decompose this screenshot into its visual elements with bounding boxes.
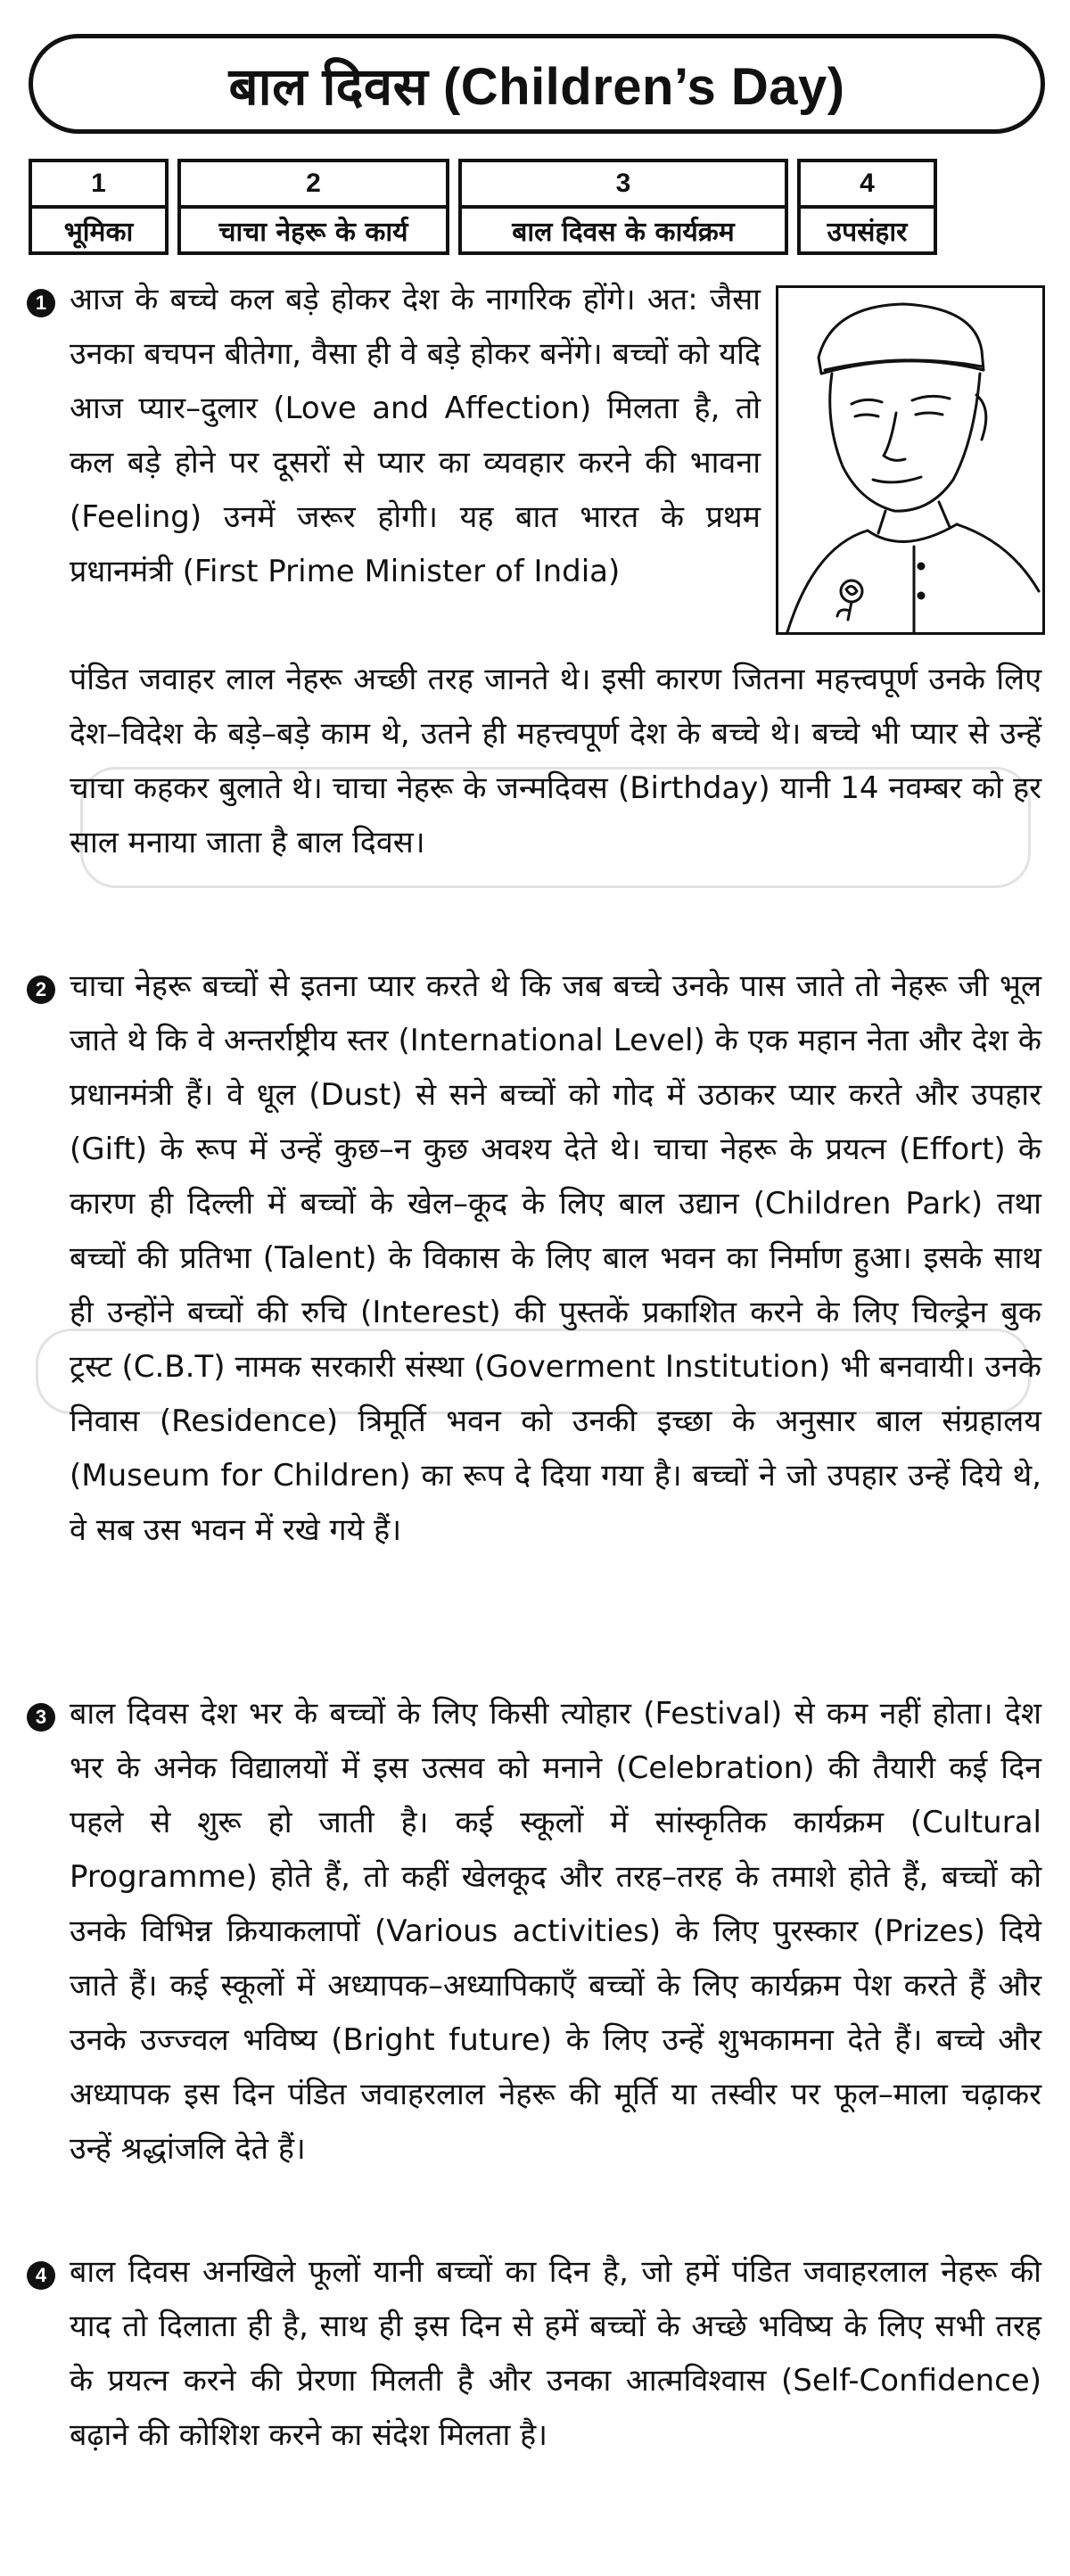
paragraph-marker-4: 4 (27, 2261, 55, 2290)
paragraph-4-text: बाल दिवस अनखिले फूलों यानी बच्चों का दिन है, जो हमें पंडित जवाहरलाल नेहरू की याद तो दिलाता ही है, साथ ही इस दिन से हमें बच्चों के अच्छे भविष्य के लिए सभी तरह के प्रयत्न करने की प्रेरणा मिलती है और उनका आत्मविश्वास (Self-Confidence) बढ़ाने की कोशिश करने का संदेश मिलता है। (70, 2254, 1041, 2453)
outline-cell-conclusion (797, 159, 937, 255)
outline-label: चाचा नेहरू के कार्य (218, 216, 408, 248)
outline-label: उपसंहार (827, 216, 908, 248)
essay-outline (29, 159, 937, 255)
outline-number: 3 (462, 162, 785, 209)
outline-number: 4 (801, 162, 934, 209)
paragraph-3 (70, 1687, 1041, 2177)
outline-cell-intro (29, 159, 169, 255)
paragraph-marker-1: 1 (27, 289, 55, 317)
paragraph-1-text-rest: पंडित जवाहर लाल नेहरू अच्छी तरह जानते थे। इसी कारण जितना महत्त्वपूर्ण उनके लिए देश–विदेश के बड़े–बड़े काम थे, उतने ही महत्त्वपूर्ण देश के बच्चे थे। बच्चे भी प्यार से उन्हें चाचा कहकर बुलाते थे। चाचा नेहरू के जन्मदिवस (Birthday) यानी 14 नवम्बर को हर साल मनाया जाता है बाल दिवस। (70, 662, 1041, 860)
nehru-portrait-illustration (776, 285, 1045, 635)
paragraph-1-top (70, 273, 761, 599)
portrait-sketch (778, 288, 1042, 632)
title-banner (29, 34, 1045, 134)
outline-number: 2 (181, 162, 446, 209)
paragraph-marker-2: 2 (27, 975, 55, 1004)
outline-label: बाल दिवस के कार्यक्रम (512, 216, 735, 248)
paragraph-1-bottom (70, 653, 1041, 870)
outline-label: भूमिका (63, 216, 134, 248)
outline-cell-works (177, 159, 449, 255)
paragraph-3-text: बाल दिवस देश भर के बच्चों के लिए किसी त्योहार (Festival) से कम नहीं होता। देश भर के अनेक विद्यालयों में इस उत्सव को मनाने (Celebration) की तैयारी कई दिन पहले से शुरू हो जाती है। कई स्कूलों में सांस्कृतिक कार्यक्रम (Cultural Programme) होते हैं, तो कहीं खेलकूद और तरह–तरह के तमाशे होते हैं, बच्चों को उनके विभिन्न क्रियाकलापों (Various activities) के लिए पुरस्कार (Prizes) दिये जाते हैं। कई स्कूलों में अध्यापक–अध्यापिकाएँ बच्चों के लिए कार्यक्रम पेश करते हैं और उनके उज्ज्वल भविष्य (Bright future) के लिए उन्हें शुभकामना देते हैं। बच्चे और अध्यापक इस दिन पंडित जवाहरलाल नेहरू की मूर्ति या तस्वीर पर फूल–माला चढ़ाकर उन्हें श्रद्धांजलि देते हैं। (70, 1696, 1041, 2167)
paragraph-2-text: चाचा नेहरू बच्चों से इतना प्यार करते थे कि जब बच्चे उनके पास जाते तो नेहरू जी भूल जाते थे कि वे अन्तर्राष्ट्रीय स्तर (International Level) के एक महान नेता और देश के प्रधानमंत्री हैं। वे धूल (Dust) से सने बच्चों को गोद में उठाकर प्यार करते और उपहार (Gift) के रूप में उन्हें कुछ–न कुछ अवश्य देते थे। चाचा नेहरू के प्रयत्न (Effort) के कारण ही दिल्ली में बच्चों के खेल–कूद के लिए बाल उद्यान (Children Park) तथा बच्चों की प्रतिभा (Talent) के विकास के लिए बाल भवन का निर्माण हुआ। इसके साथ ही उन्होंने बच्चों की रुचि (Interest) की पुस्तकें प्रकाशित करने के लिए चिल्ड्रेन बुक ट्रस्ट (C.B.T) नामक सरकारी संस्था (Goverment Institution) भी बनवायी। उनके निवास (Residence) त्रिमूर्ति भवन को उनकी इच्छा के अनुसार बाल संग्रहालय (Museum for Children) का रूप दे दिया गया है। बच्चों ने जो उपहार उन्हें दिये थे, वे सब उस भवन में रखे गये हैं। (70, 968, 1041, 1548)
paragraph-4 (70, 2245, 1041, 2463)
page-title: बाल दिवस (Children’s Day) (228, 57, 845, 116)
paragraph-marker-3: 3 (27, 1703, 55, 1732)
outline-cell-programmes (458, 159, 788, 255)
paragraph-1-text-beside-image: आज के बच्चे कल बड़े होकर देश के नागरिक होंगे। अत: जैसा उनका बचपन बीतेगा, वैसा ही वे बड़े होकर बनेंगे। बच्चों को यदि आज प्यार–दुलार (Love and Affection) मिलता है, तो कल बड़े होने पर दूसरों से प्यार का व्यवहार करने की भावना (Feeling) उनमें जरूर होगी। यह बात भारत के प्रथम प्रधानमंत्री (First Prime Minister of India) (70, 282, 761, 589)
paragraph-2 (70, 959, 1041, 1558)
outline-number: 1 (32, 162, 165, 209)
